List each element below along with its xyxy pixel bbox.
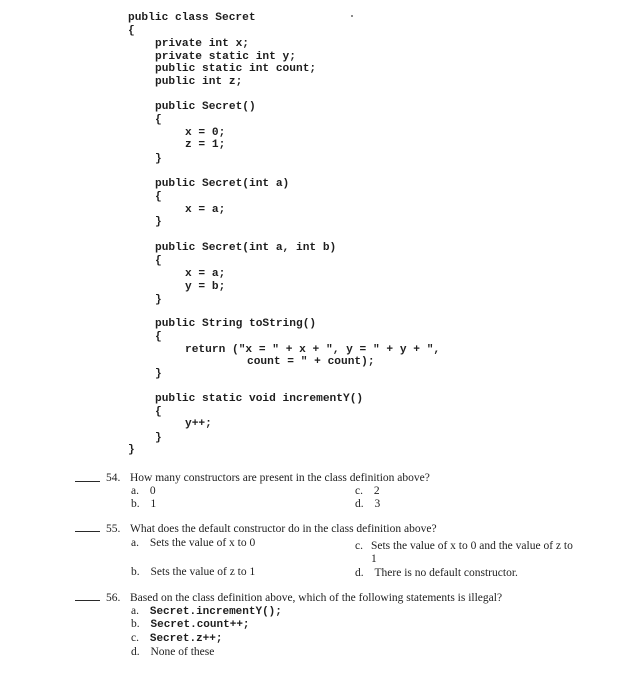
- q55-option-b[interactable]: [131, 566, 255, 579]
- code-line: y++;: [185, 418, 212, 430]
- code-line: private int x;: [155, 38, 249, 50]
- code-line: {: [155, 331, 162, 343]
- code-line: }: [155, 368, 162, 380]
- option-text: Sets the value of z to 1: [150, 566, 256, 578]
- code-line: public String toString(): [155, 318, 317, 330]
- option-letter: c.: [131, 632, 139, 644]
- q56-option-d[interactable]: [131, 646, 214, 659]
- code-line: {: [155, 191, 162, 203]
- code-line: }: [155, 294, 162, 306]
- option-letter: d.: [131, 646, 140, 658]
- option-letter: d.: [355, 567, 364, 579]
- option-letter: b.: [131, 498, 140, 510]
- option-text: Sets the value of x to 0 and the value of z to 1: [370, 540, 573, 565]
- code-line: }: [155, 153, 162, 165]
- option-text: There is no default constructor.: [374, 567, 518, 579]
- code-line: public Secret(int a): [155, 178, 290, 190]
- option-letter: b.: [131, 566, 140, 578]
- code-line: public static int count;: [155, 63, 317, 75]
- option-letter: c.: [355, 540, 363, 552]
- question-text-55: What does the default constructor do in the class definition above?: [130, 523, 437, 535]
- q54-option-d[interactable]: [355, 498, 380, 511]
- q56-option-c[interactable]: [131, 632, 222, 646]
- q56-option-a[interactable]: [131, 605, 282, 619]
- code-line: public static void incrementY(): [155, 393, 364, 405]
- q56-option-b[interactable]: [131, 618, 250, 632]
- option-text: Secret.z++;: [149, 633, 223, 645]
- q55-option-c[interactable]: [355, 540, 576, 566]
- option-text: 3: [374, 498, 381, 510]
- option-text: None of these: [150, 646, 215, 658]
- option-text: 1: [150, 498, 157, 510]
- option-text: Secret.count++;: [150, 619, 250, 631]
- code-line: public int z;: [155, 76, 243, 88]
- option-letter: a.: [131, 485, 139, 497]
- code-line: x = a;: [185, 268, 226, 280]
- q54-option-b[interactable]: [131, 498, 156, 511]
- answer-blank-56[interactable]: [75, 600, 100, 601]
- code-line: public Secret(int a, int b): [155, 242, 337, 254]
- code-line: }: [128, 444, 135, 456]
- q55-option-a[interactable]: [131, 537, 255, 550]
- option-letter: d.: [355, 498, 364, 510]
- code-line: public Secret(): [155, 101, 256, 113]
- code-line: {: [128, 25, 135, 37]
- code-line: return ("x = " + x + ", y = " + y + ",: [185, 344, 441, 356]
- question-number-56: 56.: [106, 592, 121, 604]
- code-line: public class Secret: [128, 12, 256, 24]
- q54-option-c[interactable]: [355, 485, 380, 498]
- option-text: Sets the value of x to 0: [149, 537, 256, 549]
- code-line: {: [155, 114, 162, 126]
- code-line: count = " + count);: [247, 356, 375, 368]
- answer-blank-55[interactable]: [75, 531, 100, 532]
- q54-option-a[interactable]: [131, 485, 156, 498]
- option-letter: a.: [131, 605, 139, 617]
- option-text: 2: [373, 485, 380, 497]
- question-text-54: How many constructors are present in the class definition above?: [130, 472, 430, 484]
- scan-speck: [351, 15, 353, 17]
- answer-blank-54[interactable]: [75, 481, 100, 482]
- code-line: z = 1;: [185, 139, 226, 151]
- code-line: private static int y;: [155, 51, 296, 63]
- option-letter: c.: [355, 485, 363, 497]
- code-line: x = a;: [185, 204, 226, 216]
- code-line: {: [155, 406, 162, 418]
- code-line: {: [155, 255, 162, 267]
- question-text-56: Based on the class definition above, which of the following statements is illegal?: [130, 592, 503, 604]
- code-line: x = 0;: [185, 127, 226, 139]
- option-text: Secret.incrementY();: [149, 606, 282, 618]
- question-number-55: 55.: [106, 523, 121, 535]
- code-line: y = b;: [185, 281, 226, 293]
- option-letter: a.: [131, 537, 139, 549]
- option-text: 0: [149, 485, 156, 497]
- q55-option-d[interactable]: [355, 567, 518, 580]
- question-number-54: 54.: [106, 472, 121, 484]
- option-letter: b.: [131, 618, 140, 630]
- code-line: }: [155, 216, 162, 228]
- code-line: }: [155, 432, 162, 444]
